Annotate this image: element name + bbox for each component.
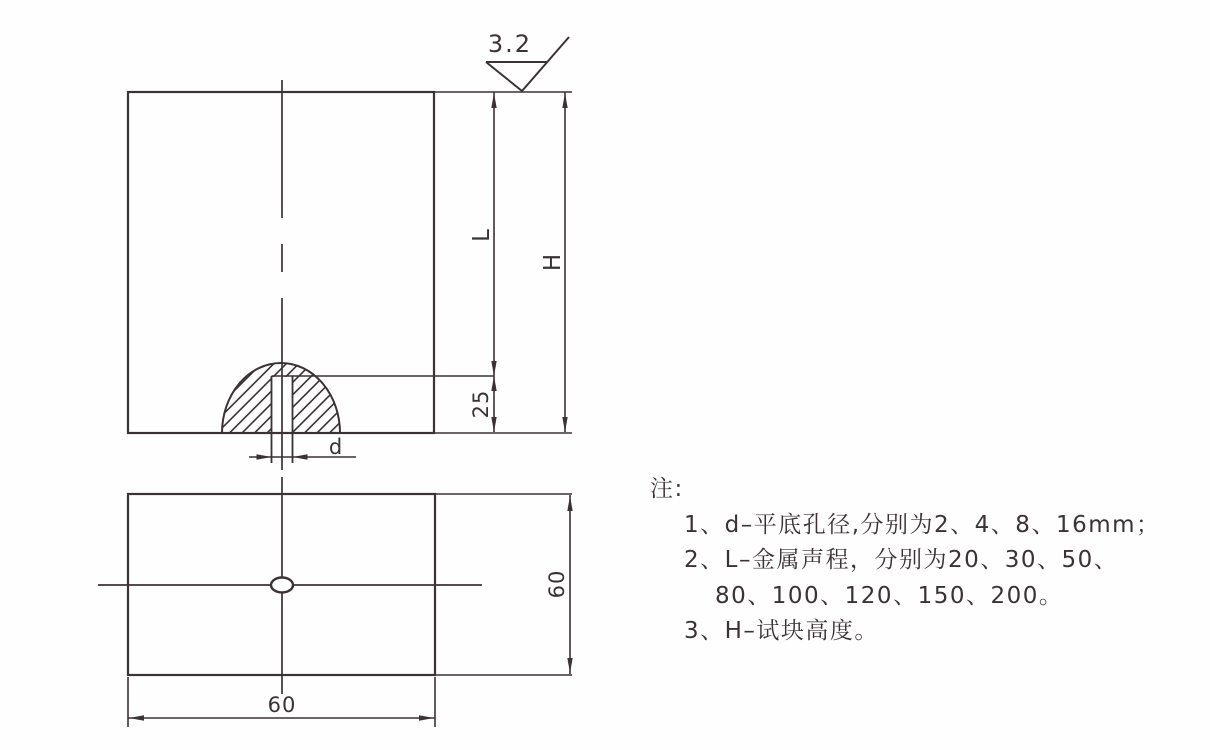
- front-view: [128, 30, 572, 470]
- dim-label-width: 60: [267, 693, 297, 717]
- arrow-down-icon: [491, 361, 496, 376]
- note-line-3: 3、H–试块高度。: [684, 618, 879, 644]
- dimension-H: [540, 92, 568, 432]
- note-line-2: 2、L–金属声程，分别为20、30、50、: [684, 547, 1119, 573]
- arrow-up-icon: [491, 93, 496, 108]
- arrow-up-icon: [562, 93, 567, 108]
- dimension-L: [469, 92, 497, 432]
- arrow-left-icon: [129, 715, 144, 720]
- notes-title: 注:: [650, 476, 684, 502]
- dimension-width-60: [128, 693, 435, 721]
- roughness-value: 3.2: [487, 30, 533, 58]
- arrow-right-icon: [419, 715, 434, 720]
- dimension-d: [249, 435, 356, 460]
- arrow-down-icon: [562, 417, 567, 432]
- hole-plan-circle: [271, 578, 293, 593]
- note-line-2-continued: 80、100、120、150、200。: [715, 582, 1064, 609]
- note-line-1: 1、d–平底孔径,分别为2、4、8、16mm；: [684, 511, 1161, 538]
- dimension-depth-60: [545, 495, 573, 674]
- dim-label-d: d: [328, 435, 344, 459]
- notes-block: [650, 472, 1195, 650]
- roughness-symbol: [486, 30, 569, 91]
- dimension-25: [469, 376, 497, 432]
- dim-label-H: H: [540, 252, 566, 272]
- top-view: [98, 477, 573, 727]
- dim-label-depth: 60: [545, 569, 569, 599]
- arrow-up-icon: [567, 496, 572, 511]
- dim-label-25: 25: [469, 389, 493, 419]
- arrow-left-icon: [293, 454, 308, 459]
- arrow-down-icon: [567, 658, 572, 673]
- arrow-right-icon: [257, 454, 272, 459]
- arrow-up-icon: [491, 376, 496, 391]
- dim-label-L: L: [469, 228, 495, 242]
